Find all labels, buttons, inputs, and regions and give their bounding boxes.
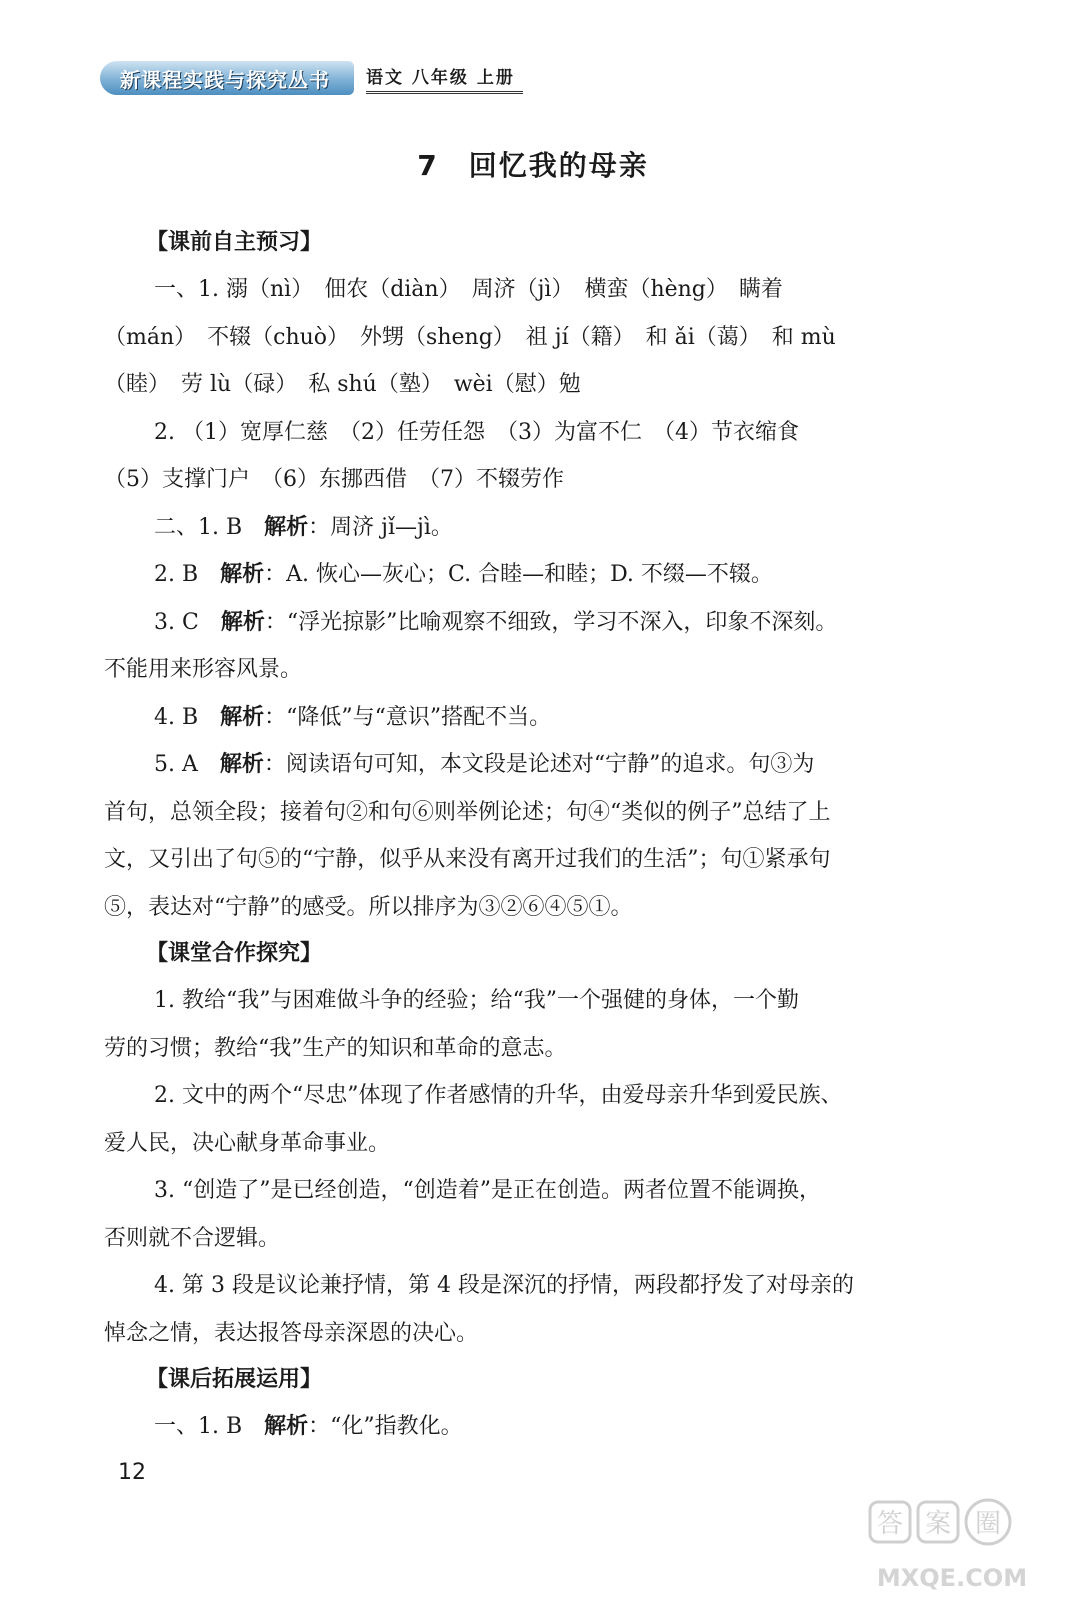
line-text: 2. B [154,562,221,587]
line-text: 否则就不合逻辑。 [104,1225,281,1251]
analysis-label: 解析 [264,514,309,540]
answer-line [104,409,984,457]
answer-line [104,836,984,884]
line-text: ：“浮光掠影”比喻观察不细致，学习不深入，印象不深刻。 [264,609,838,635]
analysis-label: 解析 [220,704,265,730]
svg-text:MXQE.COM: MXQE.COM [876,1564,1028,1592]
line-text: 二、1. B [154,514,265,540]
answer-line [104,1120,984,1168]
line-text: 劳的习惯；教给“我”生产的知识和革命的意志。 [104,1035,567,1061]
line-text: 3. “创造了”是已经创造，“创造着”是正在创造。两者位置不能调换， [154,1178,821,1203]
line-text: ：A. 恢心—灰心；C. 合睦—和睦；D. 不缀—不辍。 [264,562,773,587]
subject-label: 语文 八年级 上册 [366,63,523,94]
analysis-label: 解析 [220,562,265,587]
line-text: （mán） 不辍（chuò） 外甥（sheng） 祖 jí（籍） 和 ǎi（蔼） 和 mù [104,324,836,350]
page-number: 12 [118,1460,146,1485]
answer-line [104,1072,984,1120]
answer-line [104,646,984,694]
line-text: ：周济 jǐ—jì。 [308,514,453,540]
line-text: 3. C [154,609,221,635]
svg-text:圈: 圈 [974,1509,1002,1539]
lesson-title: 7 回忆我的母亲 [417,149,649,182]
analysis-label: 解析 [220,609,265,635]
line-text: （睦） 劳 lù（碌） 私 shú（塾） wèi（慰）勉 [104,372,581,397]
line-text: ：“化”指教化。 [308,1414,463,1439]
line-text: ⑤，表达对“宁静”的感受。所以排序为③②⑥④⑤①。 [104,894,633,920]
answer-line [104,361,984,409]
line-text: 4. 第 3 段是议论兼抒情，第 4 段是深沉的抒情，两段都抒发了对母亲的 [154,1273,854,1298]
line-text: 1. 教给“我”与困难做斗争的经验；给“我”一个强健的身体，一个勤 [154,988,799,1013]
answer-content [104,220,984,1451]
line-text: 首句，总领全段；接着句②和句⑥则举例论述；句④“类似的例子”总结了上 [104,799,831,825]
answer-line [104,1167,984,1215]
answer-line [104,1403,984,1451]
section-heading: 【课前自主预习】 [146,230,323,255]
line-text: 一、1. 溺（nì） 佃农（diàn） 周济（jì） 横蛮（hèng） 瞒着 [154,277,783,302]
section-heading: 【课堂合作探究】 [146,941,323,966]
answer-line [104,551,984,599]
page-header [100,60,523,96]
answer-line [104,599,984,647]
section-heading: 【课后拓展运用】 [146,1367,323,1392]
line-text: 爱人民，决心献身革命事业。 [104,1130,391,1156]
svg-text:答: 答 [876,1509,904,1539]
answer-line [104,789,984,837]
answer-line [104,1025,984,1073]
line-text: （5）支撑门户 （6）东挪西借 （7）不辍劳作 [104,467,564,492]
line-text: 一、1. B [154,1414,265,1439]
svg-text:案: 案 [924,1509,952,1539]
line-text: 悼念之情，表达报答母亲深恩的决心。 [104,1320,479,1346]
line-text: 2. 文中的两个“尽忠”体现了作者感情的升华，由爱母亲升华到爱民族、 [154,1083,843,1108]
line-text: ：阅读语句可知，本文段是论述对“宁静”的追求。句③为 [263,752,815,777]
watermark-logo [862,1494,1062,1594]
series-banner: 新课程实践与探究丛书 [100,61,354,95]
answer-line [104,1215,984,1263]
line-text: 4. B [154,704,221,730]
answer-line [104,504,984,552]
answer-line [104,694,984,742]
answer-line [104,1262,984,1310]
line-text: 5. A [154,752,220,777]
line-text: 不能用来形容风景。 [104,657,303,682]
answer-line [104,1310,984,1358]
answer-line [104,884,984,932]
line-text: 文，又引出了句⑤的“宁静，似乎从来没有离开过我们的生活”；句①紧承句 [104,847,831,872]
answer-line [104,266,984,314]
answer-line [104,456,984,504]
analysis-label: 解析 [219,752,264,777]
line-text: ：“降低”与“意识”搭配不当。 [264,704,552,730]
answer-line [104,314,984,362]
answer-line [104,741,984,789]
analysis-label: 解析 [264,1414,309,1439]
answer-line [104,977,984,1025]
line-text: 2. （1）宽厚仁慈 （2）任劳任怨 （3）为富不仁 （4）节衣缩食 [154,419,799,445]
